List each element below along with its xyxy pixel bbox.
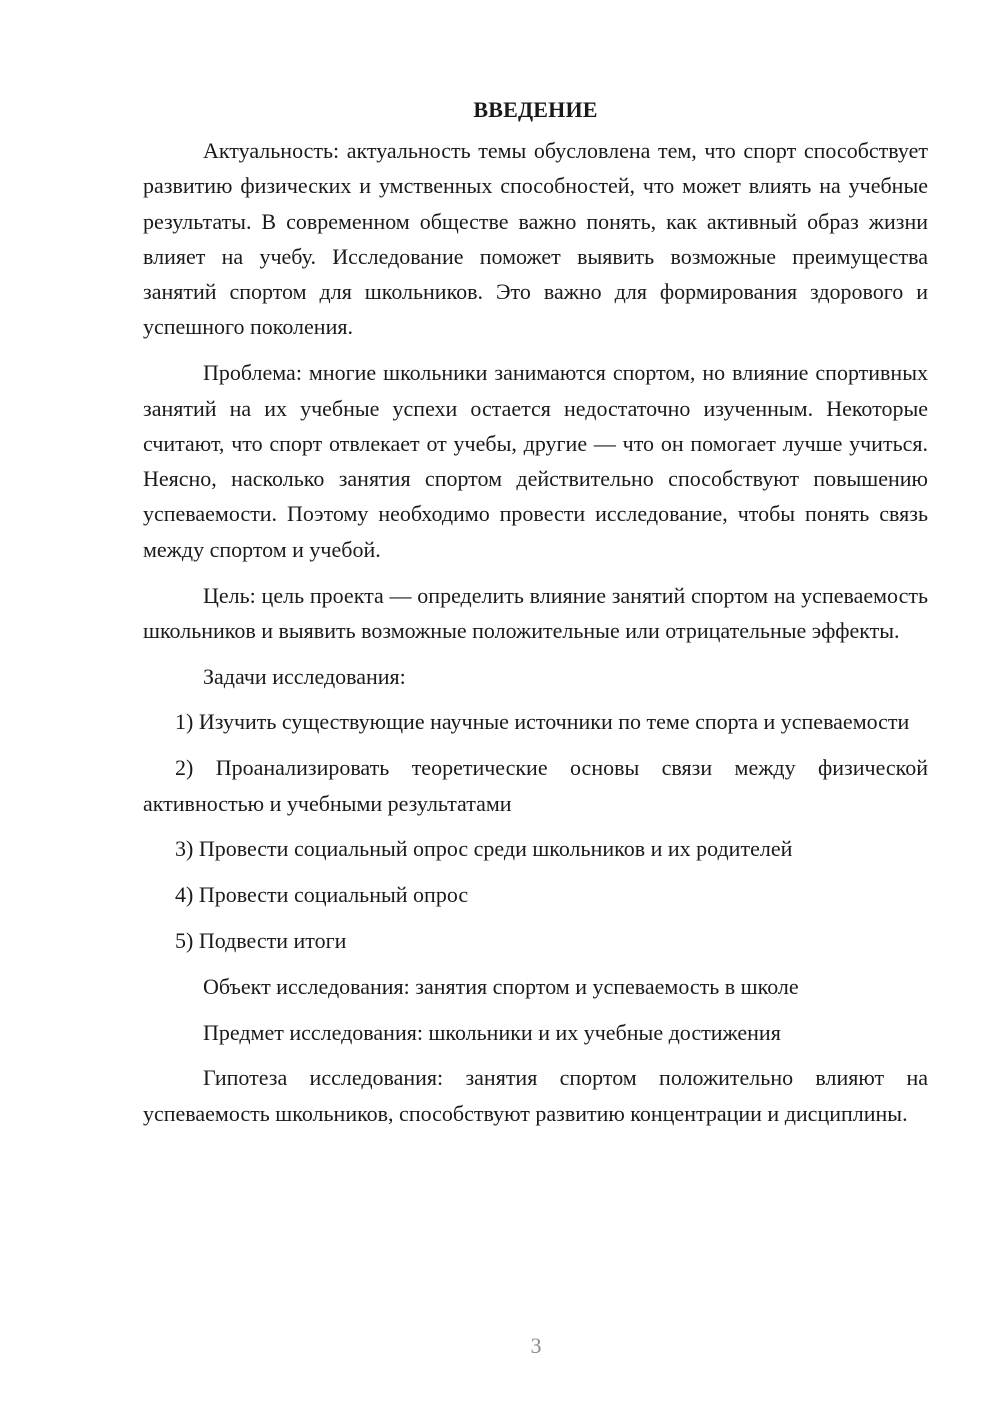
problem-paragraph: Проблема: многие школьники занимаются спортом, но влияние спортивных занятий на их учебные успехи остается недостаточно изученным. Некоторые считают, что спорт отвлекает от учебы, другие — что он помогает лучше учиться. Неясно, насколько занятия спортом действительно способствуют повышению успеваемости. Поэтому необходимо провести исследование, чтобы понять связь между спортом и учебой. — [143, 360, 928, 562]
task-item-5: 5) Подвести итоги — [175, 927, 347, 953]
page-content — [143, 92, 928, 1141]
task-item-3: 3) Провести социальный опрос среди школьников и их родителей — [175, 836, 793, 862]
page-number: 3 — [530, 1333, 542, 1358]
tasks-heading: Задачи исследования: — [203, 663, 406, 689]
task-item-2: 2) Проанализировать теоретические основы связи между физической активностью и учебными результатами — [143, 755, 928, 816]
task-item-1: 1) Изучить существующие научные источники по теме спорта и успеваемости — [175, 709, 910, 735]
goal-paragraph: Цель: цель проекта — определить влияние занятий спортом на успеваемость школьников и выявить возможные положительные или отрицательные эффекты. — [143, 582, 928, 643]
hypothesis-paragraph: Гипотеза исследования: занятия спортом положительно влияют на успеваемость школьников, способствуют развитию концентрации и дисциплины. — [143, 1065, 928, 1126]
object-paragraph: Объект исследования: занятия спортом и успеваемость в школе — [203, 973, 799, 999]
section-title: ВВЕДЕНИЕ — [473, 97, 598, 122]
subject-paragraph: Предмет исследования: школьники и их учебные достижения — [203, 1019, 781, 1045]
relevance-paragraph: Актуальность: актуальность темы обусловлена тем, что спорт способствует развитию физических и умственных способностей, что может влиять на учебные результаты. В современном обществе важно понять, как активный образ жизни влияет на учебу. Исследование поможет выявить возможные преимущества занятий спортом для школьников. Это важно для формирования здорового и успешного поколения. — [143, 138, 928, 340]
task-item-4: 4) Провести социальный опрос — [175, 882, 469, 908]
